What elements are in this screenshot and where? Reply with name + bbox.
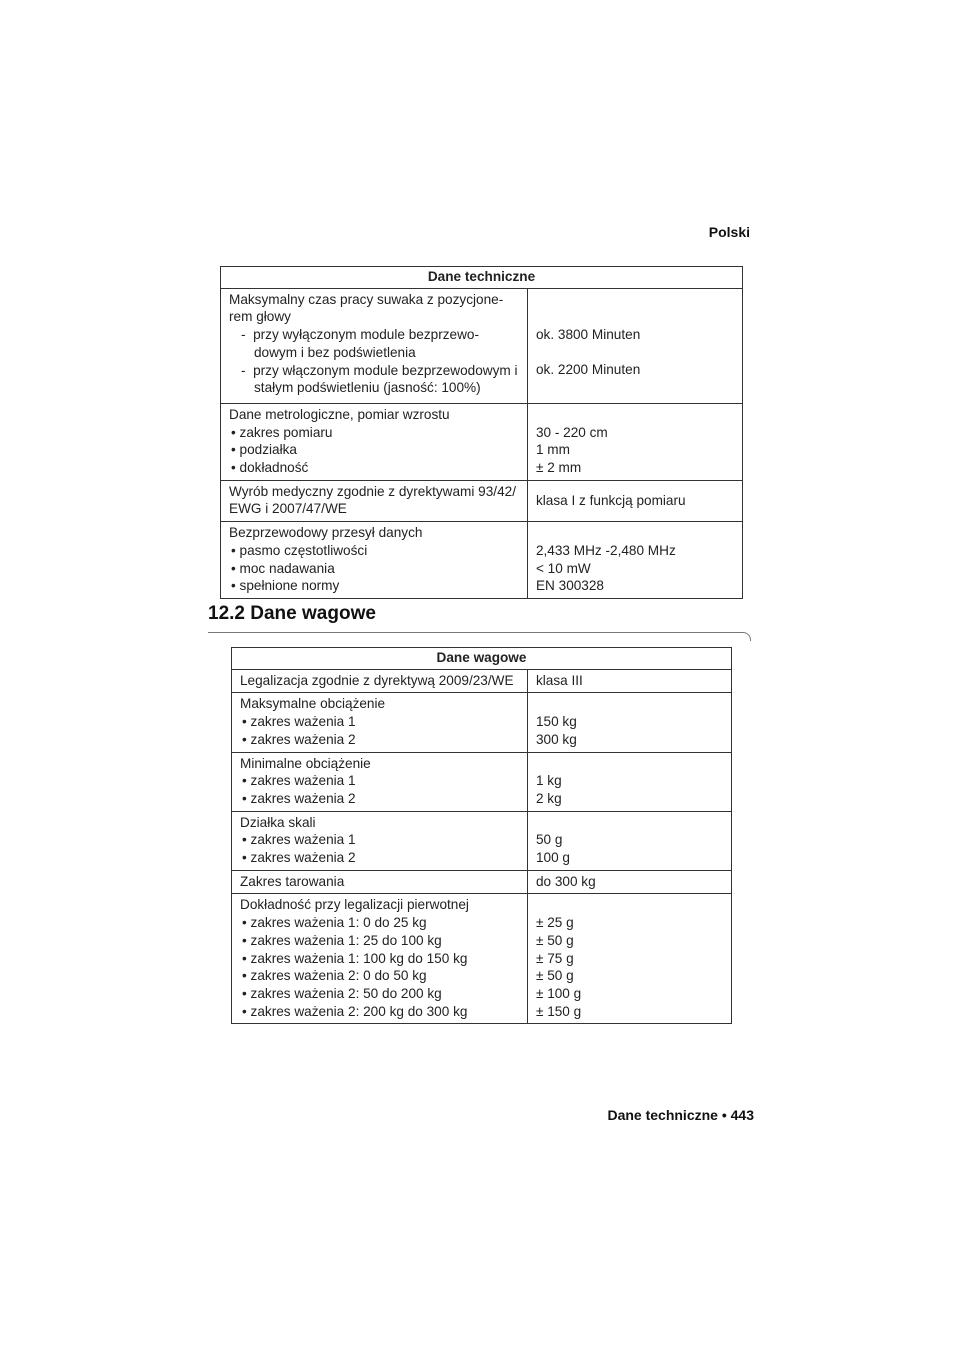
row-heading: Działka skali: [240, 814, 316, 830]
cell-value: 1 kg: [535, 773, 562, 789]
row-heading: Legalizacja zgodnie z dyrektywą 2009/23/WE: [240, 672, 514, 688]
table-cell-value: [527, 894, 731, 1024]
cell-value: klasa III: [535, 672, 583, 688]
cell-value: 1 mm: [535, 442, 570, 458]
cell-value: ± 100 g: [535, 985, 582, 1001]
table-row: [232, 693, 732, 752]
cell-value: ± 2 mm: [535, 460, 582, 476]
cell-value: 300 kg: [535, 731, 577, 747]
table-cell-label: [232, 894, 528, 1024]
list-item: - przy wyłączonym module bezprzewo-: [241, 327, 479, 343]
table-row: [232, 752, 732, 811]
list-item: • zakres ważenia 2: 0 do 50 kg: [242, 968, 427, 984]
cell-value: ± 50 g: [535, 932, 574, 948]
section-title: Dane wagowe: [250, 603, 376, 624]
table-row: [221, 480, 743, 521]
cell-value: ± 50 g: [535, 968, 574, 984]
list-item: • pasmo częstotliwości: [231, 542, 368, 558]
table-cell-label: [221, 480, 528, 521]
list-item: • zakres ważenia 2: 50 do 200 kg: [242, 985, 442, 1001]
page-language-label: Polski: [708, 224, 750, 240]
cell-value: ± 75 g: [535, 950, 574, 966]
weight-data-table: [231, 647, 732, 1024]
table-cell-value: [527, 288, 742, 403]
list-item: • zakres ważenia 1: 0 do 25 kg: [242, 915, 427, 931]
table-cell-label: [232, 669, 528, 693]
table-row: [232, 894, 732, 1024]
cell-value: EN 300328: [535, 578, 604, 594]
footer-section-name: Dane techniczne: [607, 1107, 718, 1123]
cell-value: ok. 3800 Minuten: [535, 327, 641, 343]
table-title: Dane wagowe: [232, 648, 732, 670]
list-item: • zakres ważenia 2: [242, 790, 356, 806]
table-title: Dane techniczne: [221, 267, 743, 289]
list-item: • zakres ważenia 2: [242, 731, 356, 747]
cell-value: 150 kg: [535, 714, 577, 730]
list-item: • zakres ważenia 2: [242, 850, 356, 866]
table-cell-label: [232, 693, 528, 752]
cell-value: ± 150 g: [535, 1003, 582, 1019]
cell-value: 50 g: [535, 832, 563, 848]
cell-value: < 10 mW: [535, 560, 591, 576]
footer-separator: •: [721, 1107, 727, 1123]
page-number: 443: [730, 1107, 754, 1123]
table-cell-value: [527, 693, 731, 752]
table-cell-value: [527, 752, 731, 811]
list-item-cont: dowym i bez podświetlenia: [254, 344, 416, 360]
technical-data-table: [220, 266, 743, 599]
table-header-row: [221, 267, 743, 289]
table-row: [232, 811, 732, 870]
section-number: 12.2: [208, 603, 245, 624]
table-cell-label: [232, 870, 528, 894]
list-item: - przy włączonym module bezprzewodowym i: [241, 362, 518, 378]
cell-value: 2 kg: [535, 790, 562, 806]
table-cell-value: [527, 403, 742, 480]
list-item: • zakres pomiaru: [231, 424, 333, 440]
cell-value: ± 25 g: [535, 915, 574, 931]
row-heading: Maksymalny czas pracy suwaka z pozycjone-: [229, 291, 504, 307]
table-cell-label: [232, 752, 528, 811]
row-heading: Zakres tarowania: [240, 873, 345, 889]
row-heading: Minimalne obciążenie: [240, 755, 371, 771]
table-cell-value: [527, 870, 731, 894]
cell-value: 2,433 MHz -2,480 MHz: [535, 542, 676, 558]
cell-value: 100 g: [535, 850, 570, 866]
list-item-cont: stałym podświetleniu (jasność: 100%): [254, 380, 481, 396]
list-item: • dokładność: [231, 460, 309, 476]
row-heading: Wyrób medyczny zgodnie z dyrektywami 93/42/: [229, 483, 516, 499]
cell-value: 30 - 220 cm: [535, 424, 608, 440]
cell-value: ok. 2200 Minuten: [535, 362, 641, 378]
list-item: • zakres ważenia 1: 100 kg do 150 kg: [242, 950, 468, 966]
list-item: • zakres ważenia 2: 200 kg do 300 kg: [242, 1003, 468, 1019]
table-row: [232, 669, 732, 693]
table-row: [221, 403, 743, 480]
section-heading: [208, 603, 376, 625]
table-cell-value: [527, 669, 731, 693]
row-heading: Dokładność przy legalizacji pierwotnej: [240, 897, 469, 913]
table-cell-value: [527, 522, 742, 599]
section-divider: [208, 632, 744, 633]
list-item: • zakres ważenia 1: 25 do 100 kg: [242, 932, 442, 948]
cell-value: klasa I z funkcją pomiaru: [535, 492, 686, 508]
section-divider-curl: [742, 632, 751, 641]
cell-value: do 300 kg: [535, 873, 596, 889]
list-item: • zakres ważenia 1: [242, 832, 356, 848]
row-heading-cont: EWG i 2007/47/WE: [229, 501, 347, 517]
row-heading: Bezprzewodowy przesył danych: [229, 525, 423, 541]
table-cell-value: [527, 811, 731, 870]
list-item: • podziałka: [231, 442, 297, 458]
table-row: [232, 870, 732, 894]
table-cell-label: [221, 522, 528, 599]
table-row: [221, 288, 743, 403]
table-cell-label: [221, 403, 528, 480]
table-cell-value: [527, 480, 742, 521]
table-header-row: [232, 648, 732, 670]
list-item: • zakres ważenia 1: [242, 773, 356, 789]
table-cell-label: [232, 811, 528, 870]
page-footer: [607, 1107, 754, 1123]
table-row: [221, 522, 743, 599]
list-item: • moc nadawania: [231, 560, 335, 576]
table-cell-label: [221, 288, 528, 403]
row-heading-cont: rem głowy: [229, 309, 291, 325]
row-heading: Maksymalne obciążenie: [240, 696, 386, 712]
row-heading: Dane metrologiczne, pomiar wzrostu: [229, 406, 450, 422]
list-item: • spełnione normy: [231, 578, 340, 594]
list-item: • zakres ważenia 1: [242, 714, 356, 730]
